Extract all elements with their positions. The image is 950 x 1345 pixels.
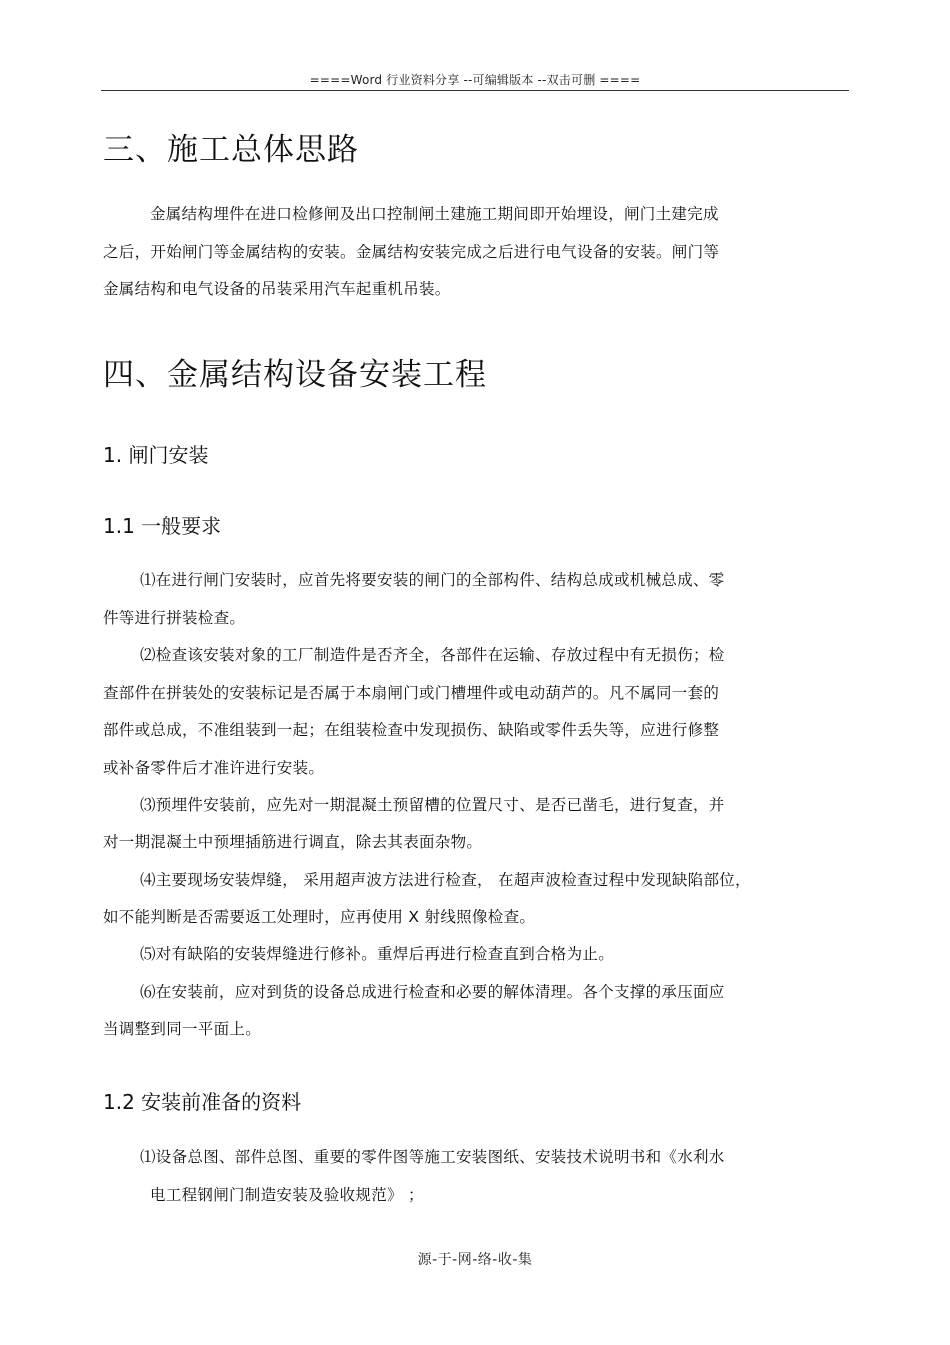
list-line: 对一期混凝土中预埋插筋进行调直，除去其表面杂物。 (103, 833, 483, 851)
subsection-1-1-title: 1.1 一般要求 (103, 514, 222, 538)
list-line: ⑶预埋件安装前，应先对一期混凝土预留槽的位置尺寸、是否已凿毛，进行复查，并 (140, 796, 725, 814)
section-4-title: 四、金属结构设备安装工程 (103, 357, 487, 393)
subsection-1-2-title: 1.2 安装前准备的资料 (103, 1090, 302, 1114)
section-3-title: 三、施工总体思路 (103, 132, 359, 168)
list-line: 件等进行拼装检查。 (103, 609, 246, 627)
list-line: ⑷主要现场安装焊缝， 采用超声波方法进行检查， 在超声波检查过程中发现缺陷部位， (140, 871, 751, 889)
list-line: 部件或总成，不准组装到一起；在组装检查中发现损伤、缺陷或零件丢失等，应进行修整 (103, 721, 720, 739)
list-line: 或补备零件后才准许进行安装。 (103, 759, 325, 777)
list-line: 如不能判断是否需要返工处理时，应再使用 X 射线照像检查。 (103, 908, 536, 926)
paragraph-line: 金属结构和电气设备的吊装采用汽车起重机吊装。 (103, 280, 451, 298)
page-footer: 源-于-网-络-收-集 (417, 1252, 533, 1268)
list-line: 当调整到同一平面上。 (103, 1020, 262, 1038)
list-line: 查部件在拼装处的安装标记是否属于本扇闸门或门槽埋件或电动葫芦的。凡不属同一套的 (103, 684, 720, 702)
list-line: ⑹在安装前，应对到货的设备总成进行检查和必要的解体清理。各个支撑的承压面应 (140, 983, 725, 1001)
list-line: ⑸对有缺陷的安装焊缝进行修补。重焊后再进行检查直到合格为止。 (140, 945, 615, 963)
list-line: ⑴在进行闸门安装时，应首先将要安装的闸门的全部构件、结构总成或机械总成、零 (140, 571, 725, 589)
paragraph-line: 金属结构埋件在进口检修闸及出口控制闸土建施工期间即开始埋设，闸门土建完成 (150, 205, 719, 223)
list-line: ⑴设备总图、部件总图、重要的零件图等施工安装图纸、安装技术说明书和《水利水 (140, 1148, 725, 1166)
list-line: ⑵检查该安装对象的工厂制造件是否齐全，各部件在运输、存放过程中有无损伤；检 (140, 646, 725, 664)
paragraph-line: 之后，开始闸门等金属结构的安装。金属结构安装完成之后进行电气设备的安装。闸门等 (103, 243, 720, 261)
header-rule (101, 90, 849, 91)
list-line: 电工程钢闸门制造安装及验收规范》 ； (150, 1186, 424, 1204)
page-header: ====Word 行业资料分享 --可编辑版本 --双击可删 ==== (309, 73, 641, 87)
subsection-1-title: 1. 闸门安装 (103, 443, 209, 467)
